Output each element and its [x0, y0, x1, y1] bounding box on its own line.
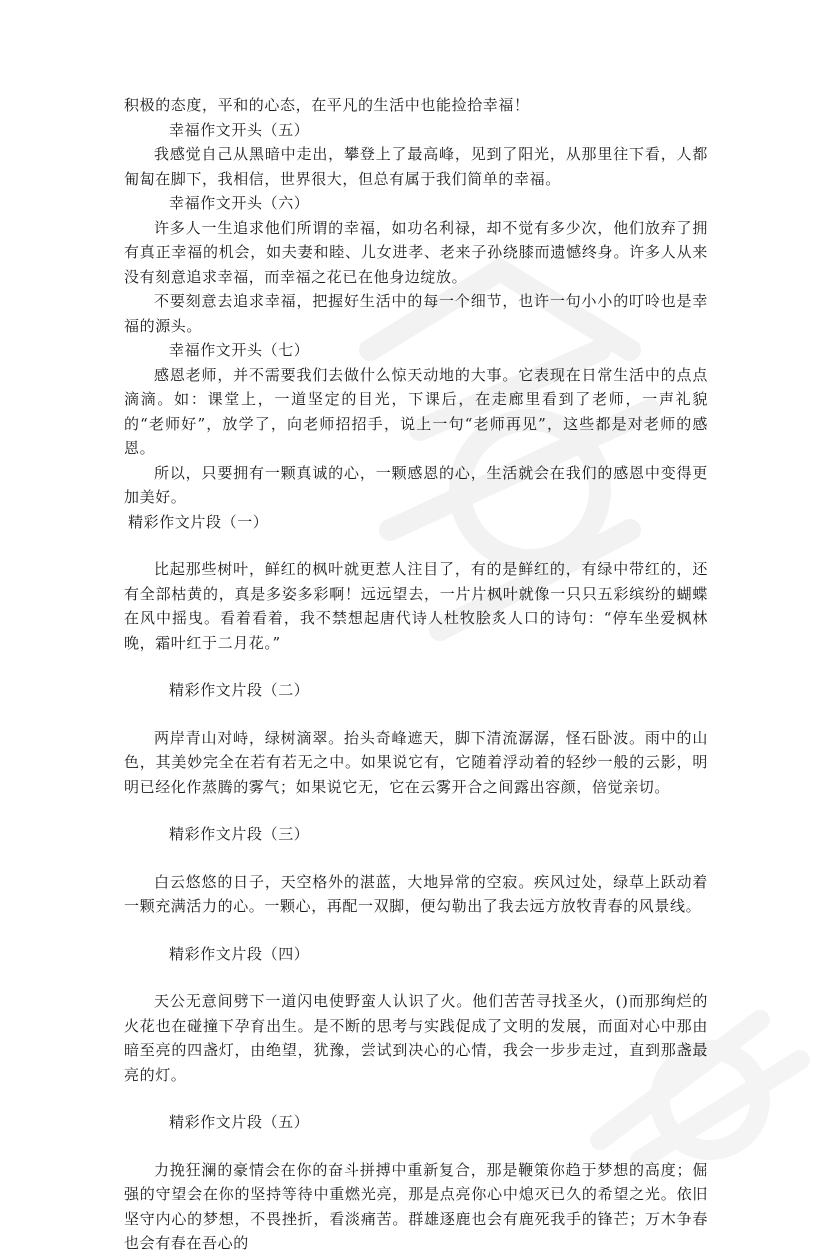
paragraph-excerpt-3: 白云悠悠的日子，天空格外的湛蓝，大地异常的空寂。疾风过处，绿草上跃动着一颗充满活力的心。一颗心，再配一双脚，便勾勒出了我去远方放牧青春的风景线。: [124, 872, 708, 915]
paragraph-opening-6a: 许多人一生追求他们所谓的幸福，如功名利禄，却不觉有多少次，他们放弃了拥有真正幸福的机会，如夫妻和睦、儿女进孝、老来子孙绕膝而遗憾终身。许多人从来没有刻意追求幸福，而幸福之花已在他身边绽放。: [124, 218, 708, 286]
heading-excerpt-2: 精彩作文片段（二）: [169, 681, 310, 699]
heading-excerpt-3: 精彩作文片段（三）: [169, 825, 310, 843]
document-page: [124, 93, 708, 1256]
heading-excerpt-1: 精彩作文片段（一）: [128, 512, 269, 531]
paragraph-excerpt-4: 天公无意间劈下一道闪电使野蛮人认识了火。他们苦苦寻找圣火，()而那绚烂的火花也在碰撞下孕育出生。是不断的思考与实践促成了文明的发展，而面对心中那由暗至亮的四盏灯，由绝望，犹豫，尝试到决心的心情，我会一步步走过，直到那盏最亮的灯。: [124, 992, 708, 1084]
paragraph-excerpt-5: 力挽狂澜的豪情会在你的奋斗拼搏中重新复合，那是鞭策你趋于梦想的高度；倔强的守望会在你的坚持等待中重燃光亮，那是点亮你心中熄灭已久的希望之光。依旧坚守内心的梦想，不畏挫折，看淡痛苦。群雄逐鹿也会有鹿死我手的锋芒；万木争春也会有春在吾心的: [124, 1160, 708, 1252]
paragraph-opening-6b: 不要刻意去追求幸福，把握好生活中的每一个细节，也许一句小小的叮呤也是幸福的源头。: [124, 292, 708, 335]
heading-opening-7: 幸福作文开头（七）: [169, 341, 310, 359]
paragraph-opening-7a: 感恩老师，并不需要我们去做什么惊天动地的大事。它表现在日常生活中的点点滴滴。如：课堂上，一道坚定的目光，下课后，在走廊里看到了老师，一声礼貌的“老师好”，放学了，向老师招招手，说上一句“老师再见”，这些都是对老师的感恩。: [124, 365, 708, 457]
heading-excerpt-4: 精彩作文片段（四）: [169, 944, 310, 963]
heading-excerpt-5: 精彩作文片段（五）: [169, 1113, 310, 1131]
paragraph-excerpt-2: 两岸青山对峙，绿树滴翠。抬头奇峰遮天，脚下清流潺潺，怪石卧波。雨中的山色，其美妙完全在若有若无之中。如果说它有，它随着浮动着的轻纱一般的云影，明明已经化作蒸腾的雾气；如果说它无，它在云雾开合之间露出容颜，倍觉亲切。: [124, 728, 708, 796]
paragraph-opening-5: 我感觉自己从黑暗中走出，攀登上了最高峰，见到了阳光，从那里往下看，人都匍匐在脚下，我相信，世界很大，但总有属于我们简单的幸福。: [124, 145, 708, 188]
heading-opening-6: 幸福作文开头（六）: [169, 194, 310, 212]
paragraph-opening-7b: 所以，只要拥有一颗真诚的心，一颗感恩的心，生活就会在我们的感恩中变得更加美好。: [124, 463, 708, 506]
heading-opening-5: 幸福作文开头（五）: [169, 120, 310, 139]
paragraph-intro: 积极的态度，平和的心态，在平凡的生活中也能捡拾幸福！: [124, 96, 530, 114]
paragraph-excerpt-1: 比起那些树叶，鲜红的枫叶就更惹人注目了，有的是鲜红的，有绿中带红的，还有全部枯黄的，真是多姿多彩啊！远远望去，一片片枫叶就像一只只五彩缤纷的蝴蝶在风中摇曳。看着看着，我不禁想起唐代诗人杜牧脍炙人口的诗句：“停车坐爱枫林晚，霜叶红于二月花。”: [124, 560, 708, 652]
